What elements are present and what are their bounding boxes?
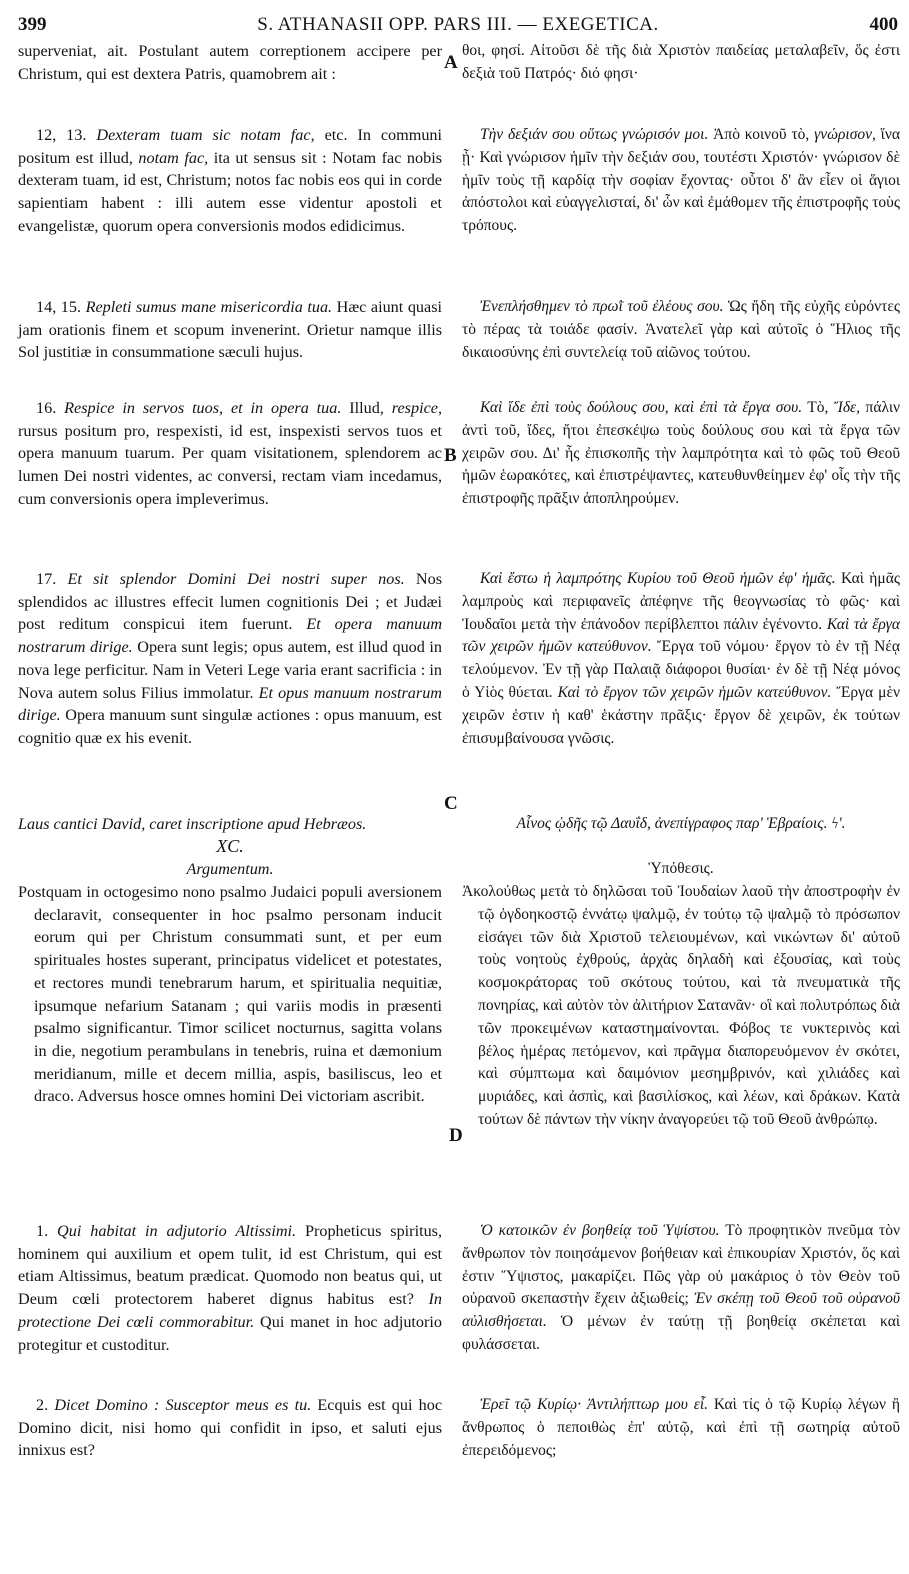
psalm-number: XC. bbox=[216, 836, 244, 856]
greek-paragraph: Ὁ κατοικῶν ἐν βοηθείᾳ τοῦ Ὑψίστου. Τὸ προφητικὸν πνεῦμα τὸν ἄνθρωπον τὸν ποιησάμενον βοήθειαν καὶ ἐπικουρίαν Χριστόν, ὅς καὶ ἐστιν Ὕψιστος, μακαρίζει. Πῶς γὰρ οὐ μακάριος ὁ τὸν Θεὸν τοῦ οὐρανοῦ σκεπαστὴν ἔχειν ἀξιωθείς; Ἐν σκέπῃ τοῦ Θεοῦ τοῦ οὐρανοῦ αὐλισθήσεται. Ὁ μένων ἐν ταύτῃ τῇ βοηθείᾳ σκέπεται καὶ φυλάσσεται. bbox=[462, 1222, 901, 1353]
psalm-title-latin: Laus cantici David, caret inscriptione apud Hebræos. bbox=[18, 815, 367, 833]
margin-letter-c: C bbox=[444, 793, 458, 814]
latin-paragraph: 12, 13. Dexteram tuam sic notam fac, etc. In communi positum est illud, notam fac, ita ut sensus sit : Notam fac nobis dexteram tuam, id est, Christum; notos fac nobis eos qui in corde sapientiam habent : illi autem esse videntur apostoli et evangelistæ, quorum opera conversionis modos edidicimus. bbox=[18, 126, 443, 235]
right-page-number: 400 bbox=[869, 14, 898, 35]
margin-letter-b: B bbox=[444, 445, 457, 466]
argumentum-text: Postquam in octogesimo nono psalmo Judaici populi aversionem declaravit, consequenter in hoc psalmo personam inducit eorum qui per Christum consummati sunt, et per eum spirituales hostes superant, principatus videlicet et potestates, et rectores mundi tenebrarum harum, et spiritualia nequitiæ, ipsumque nefarium Satanam ; qui variis modis in præsenti psalmo significantur. Timor scilicet nocturnus, sagitta volans in die, negotium perambulans in tenebris, ruina et dæmonium meridianum, mille et decem millia, aspis, basiliscus, leo et draco. Adversus hosce omnes homini Dei victoriam ascribit. bbox=[18, 883, 442, 1106]
left-page-number: 399 bbox=[18, 14, 47, 35]
psalm-title-greek: Αἶνος ᾠδῆς τῷ Δαυΐδ, ἀνεπίγραφος παρ' Ἑβραίοις. ϟ'. bbox=[516, 815, 846, 832]
latin-paragraph: 14, 15. Repleti sumus mane misericordia tua. Hæc aiunt quasi jam orationis finem et scopum invenerint. Orietur namque illis Sol justitiæ in consummatione sæculi hujus. bbox=[18, 298, 442, 362]
greek-paragraph: Τὴν δεξιάν σου οὕτως γνώρισόν μοι. Ἀπὸ κοινοῦ τὸ, γνώρισον, ἵνα ᾖ· Καὶ γνώρισον ἡμῖν τὴν δεξιάν σου, τουτέστι Χριστόν· γνώρισον δὲ ἡμῖν τοὺς τῇ καρδίᾳ τὴν σοφίαν ἔχοντας· οὗτοι δ' ἂν εἶεν οἱ ἅγιοι ἀπόστολοι καὶ εὐαγγελισταί, δι' ὧν καὶ ἐμάθομεν τῆς ἐπιστροφῆς τοὺς τρόπους. bbox=[462, 126, 900, 235]
margin-letter-a: A bbox=[444, 52, 458, 73]
running-header bbox=[18, 14, 898, 42]
latin-paragraph: superveniat, ait. Postulant autem correptionem accipere per Christum, qui est dextera Patris, quamobrem ait : bbox=[18, 42, 442, 83]
hypothesis-heading: Ὑπόθεσις. bbox=[648, 860, 714, 877]
greek-paragraph: Ἐρεῖ τῷ Κυρίῳ· Ἀντιλήπτωρ μου εἶ. Καὶ τίς ὁ τῷ Κυρίῳ λέγων ἢ ἄνθρωπος ὁ πεποιθὼς ἐπ' αὐτῷ, καὶ ἐπὶ τῇ σωτηρίᾳ αὐτοῦ ἐπερειδόμενος; bbox=[462, 1396, 900, 1459]
latin-paragraph: 16. Respice in servos tuos, et in opera tua. Illud, respice, rursus positum pro, respexisti, id est, inspexisti servos tuos et opera manuum tuarum. Per quam visitationem, splendorem ac lumen Dei nostri videntes, ac conversi, rectam viam incedamus, cum conversionis opera impleverimus. bbox=[18, 399, 442, 508]
greek-paragraph: Καὶ ἴδε ἐπὶ τοὺς δούλους σου, καὶ ἐπὶ τὰ ἔργα σου. Τὸ, Ἴδε, πάλιν ἀντὶ τοῦ, ἴδες, ἤτοι ἐπεσκέψω τοὺς δούλους σου καὶ τὰ ἔργα τῶν χειρῶν σου. Δι' ἧς ἐπισκοπῆς τὴν λαμπρότητα καὶ τὸ φῶς τοῦ Θεοῦ ἡμῶν ἑωρακότες, καὶ ἐπιστρέψαντες, κατευθυνθείημεν ἐφ' οἷς τὴν τῆς ἐπιστροφῆς πρᾶξιν ἀποπληρούμεν. bbox=[462, 399, 900, 508]
hypothesis-text: Ἀκολούθως μετὰ τὸ δηλῶσαι τοῦ Ἰουδαίων λαοῦ τὴν ἀποστροφὴν ἐν τῷ ὀγδοηκοστῷ ἐννάτῳ ψαλμῷ, ἐν τούτῳ τῷ ψαλμῷ τὸ πρόσωπον εἰσάγει τῶν διὰ Χριστοῦ τελειουμένων, καὶ νικώντων δι' αὐτοῦ τοὺς νοητοὺς ἐχθρούς, ἀρχὰς δηλαδὴ καὶ ἐξουσίας, καὶ τοὺς κοσμοκράτορας τοῦ σκότους τούτου, καὶ τὰ πνευματικὰ τῆς πονηρίας, καὶ αὐτὸν τὸν ἀλιτήριον Σατανᾶν· οἳ καὶ πολυτρόπως διὰ τῶν προκειμένων καταστημαίνονται. Φόβος τε νυκτερινὸς καὶ βέλος ἡμέρας πετόμενον, καὶ πρᾶγμα διαπορευόμενον ἐν σκότει, καὶ σύμπτωμα καὶ δαιμόνιον μεσημβρινόν, καὶ χιλιάδες καὶ μυριάδες, καὶ ἀσπὶς, καὶ βασιλίσκος, καὶ λέων, καὶ δράκων. Κατὰ τούτων δὲ πάντων τὴν νίκην ἀναγορεύει τῷ τοῦ Θεοῦ ἀνθρώπῳ. bbox=[462, 883, 900, 1128]
latin-paragraph: 1. Qui habitat in adjutorio Altissimi. Propheticus spiritus, hominem qui auxilium et opem tulit, id est Christum, qui est etiam Altissimus, beatum prædicat. Quomodo non beatus qui, ut Deum cœli protectorem haberet dignus habitus est? In protectione Dei cœli commorabitur. Qui manet in hoc adjutorio protegitur et custoditur. bbox=[18, 1222, 443, 1354]
running-title: S. ATHANASII OPP. PARS III. — EXEGETICA. bbox=[257, 14, 659, 35]
greek-paragraph: Καὶ ἔστω ἡ λαμπρότης Κυρίου τοῦ Θεοῦ ἡμῶν ἐφ' ἡμᾶς. Καὶ ἡμᾶς λαμπροὺς καὶ περιφανεῖς ἀπέφηνε τῆς θεογνωσίας τὸ φῶς· καὶ Ἰουδαῖοι μετὰ τὴν ἐπάνοδον περίβλεπτοι πάλιν ἐγένοντο. Καὶ τὰ ἔργα τῶν χειρῶν ἡμῶν κατεύθυνον. Ἔργα τοῦ νόμου· ἔργον τὸ ἐν τῇ Νέᾳ τελούμενον. Ἐν τῇ γὰρ Παλαιᾷ διάφοροι θυσίαι· ἐν δὲ τῇ Νέᾳ μόνος ὁ Υἱὸς θύεται. Καὶ τὸ ἔργον τῶν χειρῶν ἡμῶν κατεύθυνον. Ἔργα μὲν χειρῶν ἐστιν ἡ καθ' ἑκάστην πρᾶξις· ἔργον δὲ χειρῶν, ἐκ τούτων ἐπισυμβαίνουσα γνῶσις. bbox=[462, 570, 901, 747]
margin-letter-d: D bbox=[449, 1125, 463, 1146]
greek-paragraph: Ἐνεπλήσθημεν τὸ πρωῒ τοῦ ἐλέους σου. Ὡς ἤδη τῆς εὐχῆς εὑρόντες τὸ πέρας τὰ τοιάδε φασίν. Ἀνατελεῖ γὰρ καὶ αὐτοῖς ὁ Ἥλιος τῆς δικαιοσύνης ἐπὶ συντελείᾳ τοῦ αἰῶνος τούτου. bbox=[462, 298, 900, 361]
argumentum-heading: Argumentum. bbox=[186, 860, 274, 878]
latin-paragraph: 2. Dicet Domino : Susceptor meus es tu. Ecquis est qui hoc Domino dicit, nisi homo qui confidit in ipso, et saluti ejus innixus est? bbox=[18, 1396, 443, 1460]
greek-paragraph: θοι, φησί. Αἰτοῦσι δὲ τῆς διὰ Χριστὸν παιδείας μεταλαβεῖν, ὅς ἐστι δεξιὰ τοῦ Πατρός· διό φησι· bbox=[462, 42, 900, 82]
latin-paragraph: 17. Et sit splendor Domini Dei nostri super nos. Nos splendidos ac illustres effecit lumen cognitionis Dei ; et Judæi post reditum conspicui item fuerunt. Et opera manuum nostrarum dirige. Opera sunt legis; opus autem, est illud quod in nova lege perficitur. Nam in Veteri Lege varia erant sacrificia : in Nova autem solus Filius immolatur. Et opus manuum nostrarum dirige. Opera manuum sunt singulæ actiones : opus manuum, est cognitio quæ ex his evenit. bbox=[18, 570, 443, 747]
